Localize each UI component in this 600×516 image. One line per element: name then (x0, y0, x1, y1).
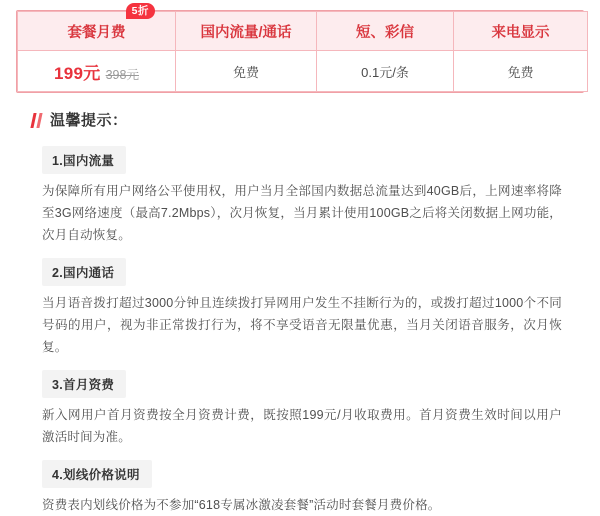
discount-badge: 5折 (126, 3, 155, 19)
table-cell-sms-mms: 0.1元/条 (317, 51, 454, 92)
section-body: 资费表内划线价格为不参加“618专属冰激凌套餐”活动时套餐月费价格。 (42, 498, 441, 512)
notice-section-3 (42, 358, 584, 448)
section-body: 当月语音拨打超过3000分钟且连续拨打异网用户发生不挂断行为的，或拨打超过1000个不同号码的用户，视为非正常拨打行为，将不享受语音无限量优惠，当月关闭语音服务，次月恢复。 (42, 296, 562, 354)
table-header-row (18, 12, 588, 51)
section-title: 2.国内通话 (42, 258, 126, 286)
price-current: 199元 (54, 63, 101, 83)
section-body: 新入网用户首月资费按全月资费计费，既按照199元/月收取费用。首月资费生效时间以用户激活时间为准。 (42, 408, 562, 444)
table-cell-caller-id: 免费 (454, 51, 588, 92)
notice-title: 温馨提示： (50, 112, 128, 129)
section-title: 4.划线价格说明 (42, 460, 152, 488)
notice-section-1 (42, 134, 584, 246)
table-cell-data-voice: 免费 (176, 51, 317, 92)
notice-section-4 (42, 448, 584, 516)
section-title: 3.首月资费 (42, 370, 126, 398)
double-bar-icon (32, 111, 43, 128)
table-body-row (18, 51, 588, 92)
table-cell-price (18, 51, 176, 92)
table-header-cell-monthly-fee (18, 5, 176, 51)
table-header-cell-caller-id: 来电显示 (454, 12, 588, 51)
price-table (17, 5, 588, 92)
notice-heading (32, 109, 584, 130)
price-original: 398元 (105, 67, 139, 82)
section-title: 1.国内流量 (42, 146, 126, 174)
header-label-monthly-fee: 套餐月费 (67, 24, 126, 41)
table-header-cell-sms-mms: 短、彩信 (317, 12, 454, 51)
notice-section-2 (42, 246, 584, 358)
section-body: 为保障所有用户网络公平使用权，用户当月全部国内数据总流量达到40GB后，上网速率将降至3G网络速度（最高7.2Mbps），次月恢复，当月累计使用100GB之后将关闭数据上网功能，次月自动恢复。 (42, 184, 562, 242)
price-table-container (16, 5, 584, 93)
table-header-cell-data-voice: 国内流量/通话 (176, 12, 317, 51)
